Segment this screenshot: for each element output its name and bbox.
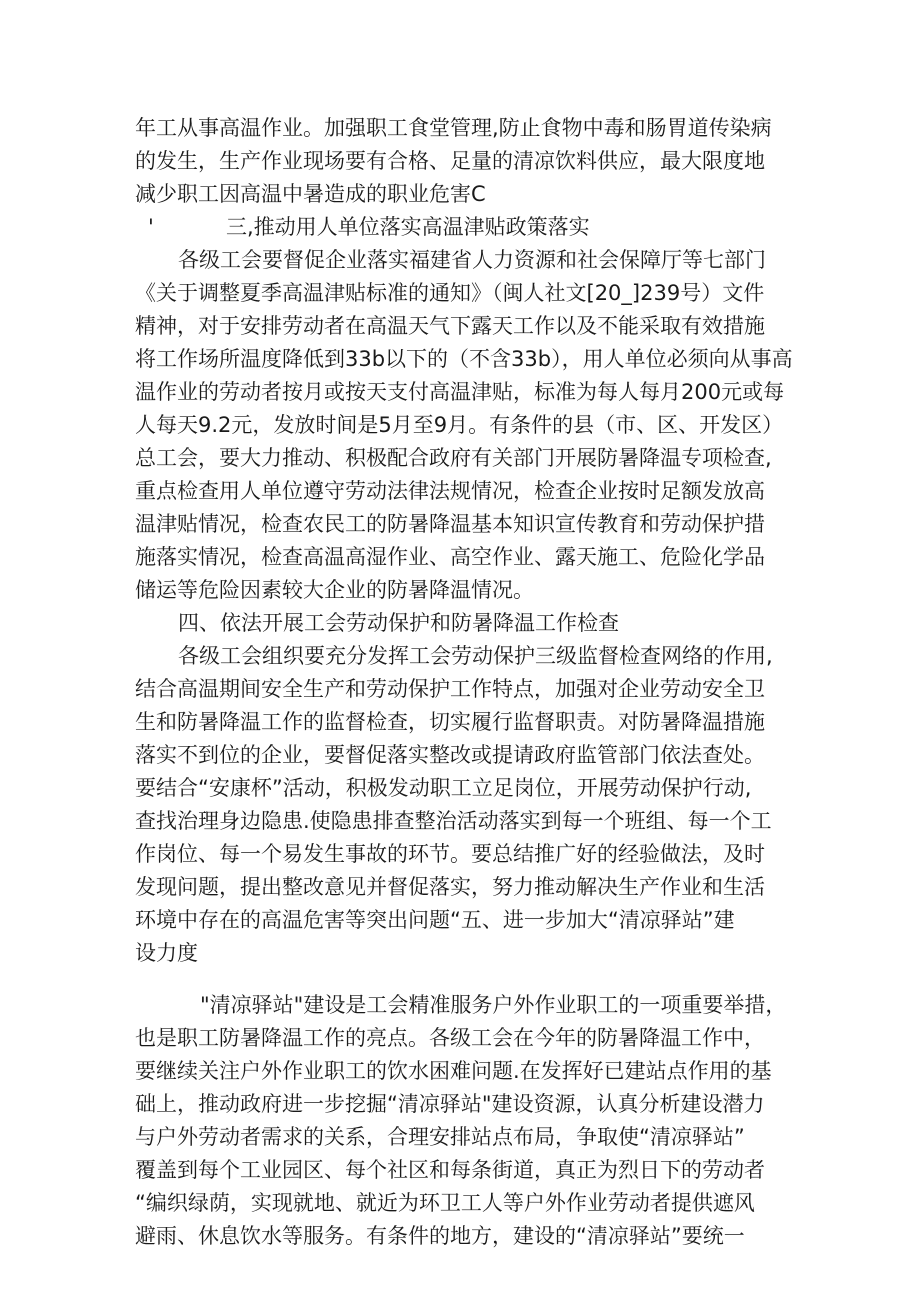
text-line: 要继续关注户外作业职工的饮水困难问题.在发挥好已建站点作用的基 — [135, 1059, 772, 1083]
text-line: 设力度 — [135, 941, 198, 965]
text-line: 总工会，要大力推动、积极配合政府有关部门开展防暑降温专项检查, — [135, 446, 772, 470]
text-line: 覆盖到每个工业园区、每个社区和每条街道，真正为烈日下的劳动者 — [135, 1158, 765, 1182]
text-line: 发现问题，提出整改意见并督促落实，努力推动解决生产作业和生活 — [135, 875, 765, 899]
text-line: 与户外劳动者需求的关系，合理安排站点布局，争取使“清凉驿站” — [135, 1125, 745, 1149]
text-line: 温作业的劳动者按月或按天支付高温津贴，标准为每人每月200元或每 — [135, 380, 785, 404]
text-line: "清凉驿站"建设是工会精准服务户外作业职工的一项重要举措， — [200, 993, 787, 1017]
text-line: 人每天9.2元，发放时间是5月至9月。有条件的县（市、区、开发区） — [135, 413, 784, 437]
text-line: 《关于调整夏季高温津贴标准的通知》（闽人社文[20_]239号）文件 — [135, 281, 765, 305]
text-line: 也是职工防暑降温工作的亮点。各级工会在今年的防暑降温工作中， — [135, 1026, 765, 1050]
text-line: 结合高温期间安全生产和劳动保护工作特点，加强对企业劳动安全卫 — [135, 677, 765, 701]
stray-mark: ' — [148, 215, 154, 239]
text-line: 各级工会要督促企业落实福建省人力资源和社会保障厅等七部门 — [178, 248, 766, 272]
text-line: 年工从事高温作业。加强职工食堂管理,防止食物中毒和肠胃道传染病 — [135, 116, 772, 140]
text-line: 避雨、休息饮水等服务。有条件的地方，建设的“清凉驿站”要统一 — [135, 1224, 745, 1248]
text-line: 各级工会组织要充分发挥工会劳动保护三级监督检查网络的作用, — [178, 644, 773, 668]
text-line: 础上，推动政府进一步挖掘“清凉驿站"建设资源，认真分析建设潜力 — [135, 1092, 765, 1116]
text-line: 落实不到位的企业，要督促落实整改或提请政府监管部门依法查处。 — [135, 743, 765, 767]
text-line: “编织绿荫，实现就地、就近为环卫工人等户外作业劳动者提供遮风 — [135, 1191, 755, 1215]
text-line: 温津贴情况，检查农民工的防暑降温基本知识宣传教育和劳动保护措 — [135, 512, 765, 536]
text-line: 重点检查用人单位遵守劳动法律法规情况，检查企业按时足额发放高 — [135, 479, 765, 503]
text-line: 环境中存在的高温危害等突出问题“五、进一步加大“清凉驿站”建 — [135, 908, 735, 932]
text-line: 生和防暑降温工作的监督检查，切实履行监督职责。对防暑降温措施 — [135, 710, 765, 734]
section-heading-4: 四、依法开展工会劳动保护和防暑降温工作检查 — [178, 611, 619, 635]
text-line: 将工作场所温度降低到33b以下的（不含33b），用人单位必须向从事高 — [135, 347, 793, 371]
text-line: 精神，对于安排劳动者在高温天气下露天工作以及不能采取有效措施 — [135, 314, 765, 338]
text-line: 查找治理身边隐患.使隐患排查整治活动落实到每一个班组、每一个工 — [135, 809, 772, 833]
text-line: 作岗位、每一个易发生事故的环节。要总结推广好的经验做法，及时 — [135, 842, 765, 866]
text-line: 储运等危险因素较大企业的防暑降温情况。 — [135, 578, 534, 602]
text-line: 减少职工因高温中暑造成的职业危害C — [135, 182, 486, 206]
section-heading-3: 三,推动用人单位落实高温津贴政策落实 — [226, 215, 590, 239]
text-line: 要结合“安康杯”活动，积极发动职工立足岗位，开展劳动保护行动, — [135, 776, 752, 800]
text-line: 施落实情况，检查高温高湿作业、高空作业、露天施工、危险化学品 — [135, 545, 765, 569]
text-line: 的发生，生产作业现场要有合格、足量的清凉饮料供应，最大限度地 — [135, 149, 765, 173]
